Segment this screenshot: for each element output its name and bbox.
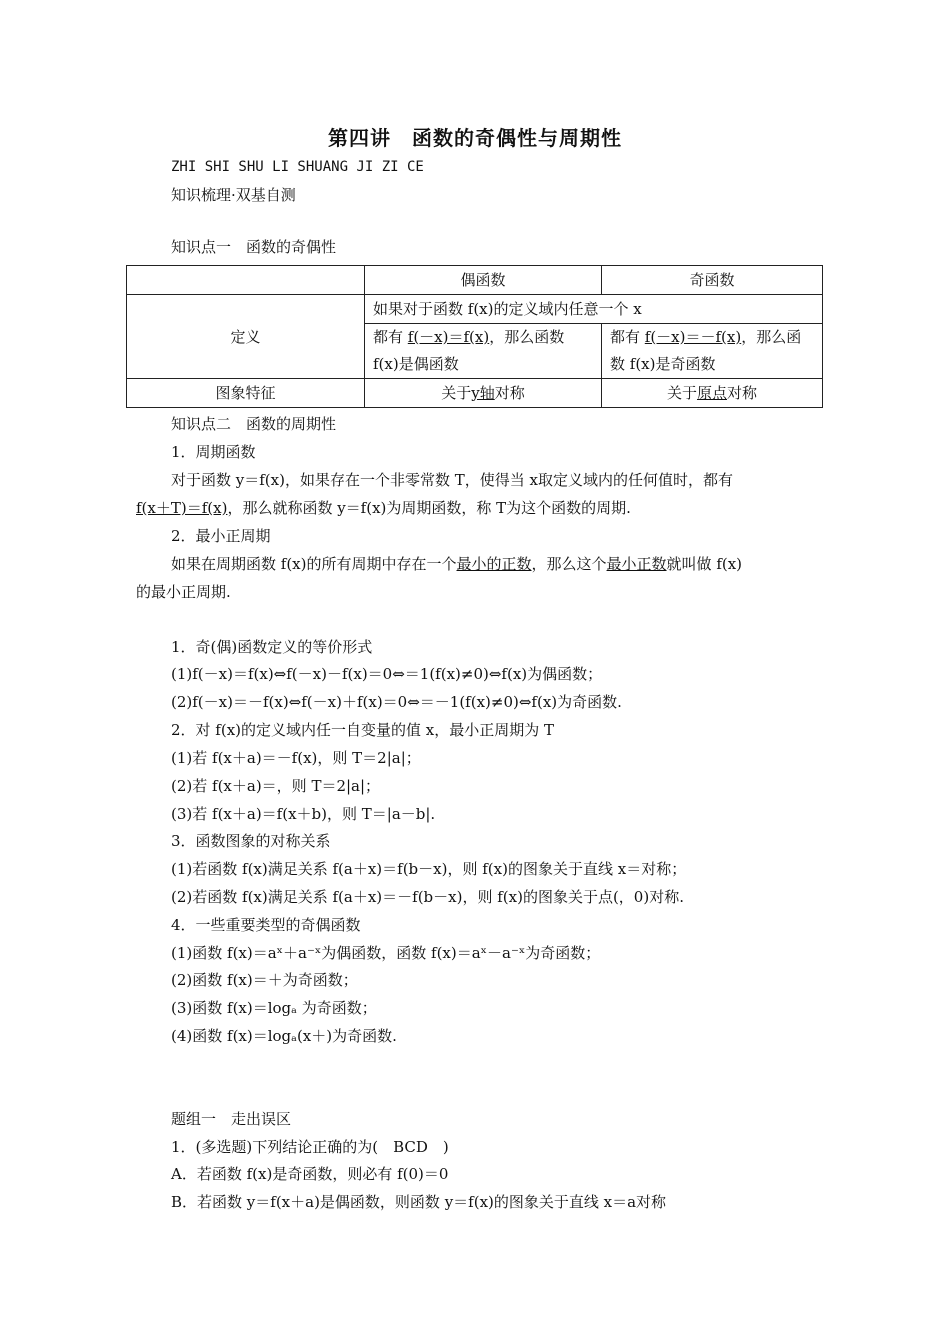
table-row-label-graph: 图象特征 <box>127 379 365 408</box>
table-odd-graph <box>602 379 823 408</box>
section-subtitle: 知识梳理·双基自测 <box>171 186 296 204</box>
note-line: (1)若函数 f(x)满足关系 f(a＋x)＝f(b－x)，则 f(x)的图象关于直线 x＝对称； <box>171 860 687 878</box>
even-condition: f(－x)＝f(x) <box>407 328 490 346</box>
note-line: (2)若函数 f(x)满足关系 f(a＋x)＝－f(b－x)，则 f(x)的图象关于点(，0)对称. <box>171 888 684 906</box>
odd-def-suffix: ，那么函数 f(x)是奇函数 <box>610 328 802 373</box>
odd-graph-prefix: 关于 <box>666 384 697 402</box>
note-line: (1)若 f(x＋a)＝－f(x)，则 T＝2|a|； <box>171 749 421 767</box>
note-line: 3．函数图象的对称关系 <box>171 832 331 850</box>
even-def-suffix: ，那么函数 f(x)是偶函数 <box>373 328 565 373</box>
odd-condition: f(－x)＝－f(x) <box>644 328 742 346</box>
table-definition-common: 如果对于函数 f(x)的定义域内任意一个 x <box>365 295 823 324</box>
periodic-condition: f(x＋T)＝f(x) <box>136 499 228 517</box>
note-line: (1)函数 f(x)＝aˣ＋a⁻ˣ为偶函数，函数 f(x)＝aˣ－a⁻ˣ为奇函数； <box>171 944 601 962</box>
even-def-prefix: 都有 <box>373 328 408 346</box>
note-line: 2．对 f(x)的定义域内任一自变量的值 x，最小正周期为 T <box>171 721 555 739</box>
knowledge-point-2-heading: 知识点二 函数的周期性 <box>171 415 337 433</box>
option-a: A．若函数 f(x)是奇函数，则必有 f(0)＝0 <box>171 1165 449 1183</box>
min-period-title: 2．最小正周期 <box>171 527 271 545</box>
note-line: 4．一些重要类型的奇偶函数 <box>171 916 361 934</box>
even-graph-suffix: 对称 <box>494 384 525 402</box>
option-b: B．若函数 y＝f(x＋a)是偶函数，则函数 y＝f(x)的图象关于直线 x＝a对称 <box>171 1193 667 1211</box>
question-1: 1．(多选题)下列结论正确的为( BCD ) <box>171 1138 449 1156</box>
note-line: (3)若 f(x＋a)＝f(x＋b)，则 T＝|a－b|. <box>171 805 436 823</box>
note-line: (2)函数 f(x)＝＋为奇函数； <box>171 971 358 989</box>
periodic-function-text: 对于函数 y＝f(x)，如果存在一个非零常数 T，使得当 x取定义域内的任何值时，都有 <box>171 471 733 489</box>
pinyin-heading: ZHI SHI SHU LI SHUANG JI ZI CE <box>171 159 424 175</box>
table-even-definition <box>365 324 602 379</box>
table-odd-definition <box>602 324 823 379</box>
periodic-function-title: 1．周期函数 <box>171 443 256 461</box>
table-row <box>127 379 823 408</box>
note-line: (3)函数 f(x)＝logₐ 为奇函数； <box>171 999 377 1017</box>
note-line: (1)f(－x)＝f(x)⇔f(－x)－f(x)＝0⇔＝1(f(x)≠0)⇔f(x)为偶函数； <box>171 665 603 683</box>
parity-table <box>126 265 823 408</box>
min-period-text <box>171 554 742 574</box>
exercise-group-heading: 题组一 走出误区 <box>171 1110 292 1128</box>
table-header-row <box>127 266 823 295</box>
table-header-odd: 奇函数 <box>602 266 823 295</box>
smallest-positive-number: 最小正数 <box>606 555 667 573</box>
min-period-suffix: 就叫做 f(x) <box>666 555 743 573</box>
table-even-graph <box>365 379 602 408</box>
min-period-mid: ，那么这个 <box>531 555 607 573</box>
periodic-function-text-cont <box>136 498 631 518</box>
note-line: (4)函数 f(x)＝logₐ(x＋)为奇函数. <box>171 1027 397 1045</box>
table-header-even: 偶函数 <box>365 266 602 295</box>
table-corner-cell <box>127 266 365 295</box>
table-row-label-definition: 定义 <box>127 295 365 379</box>
odd-graph-suffix: 对称 <box>727 384 758 402</box>
even-graph-axis: y轴 <box>471 384 495 402</box>
even-graph-prefix: 关于 <box>441 384 472 402</box>
odd-graph-origin: 原点 <box>696 384 727 402</box>
note-line: 1．奇(偶)函数定义的等价形式 <box>171 638 373 656</box>
min-period-text-cont: 的最小正周期. <box>136 583 231 601</box>
periodic-definition-tail: ，那么就称函数 y＝f(x)为周期函数，称 T为这个函数的周期. <box>227 499 631 517</box>
min-period-prefix: 如果在周期函数 f(x)的所有周期中存在一个 <box>171 555 457 573</box>
smallest-positive: 最小的正数 <box>456 555 532 573</box>
odd-def-prefix: 都有 <box>610 328 645 346</box>
table-row <box>127 295 823 324</box>
note-line: (2)f(－x)＝－f(x)⇔f(－x)＋f(x)＝0⇔＝－1(f(x)≠0)⇔f(x)为奇函数. <box>171 693 622 711</box>
knowledge-point-1-heading: 知识点一 函数的奇偶性 <box>171 238 337 256</box>
note-line: (2)若 f(x＋a)＝，则 T＝2|a|； <box>171 777 381 795</box>
page-title: 第四讲 函数的奇偶性与周期性 <box>328 126 622 150</box>
